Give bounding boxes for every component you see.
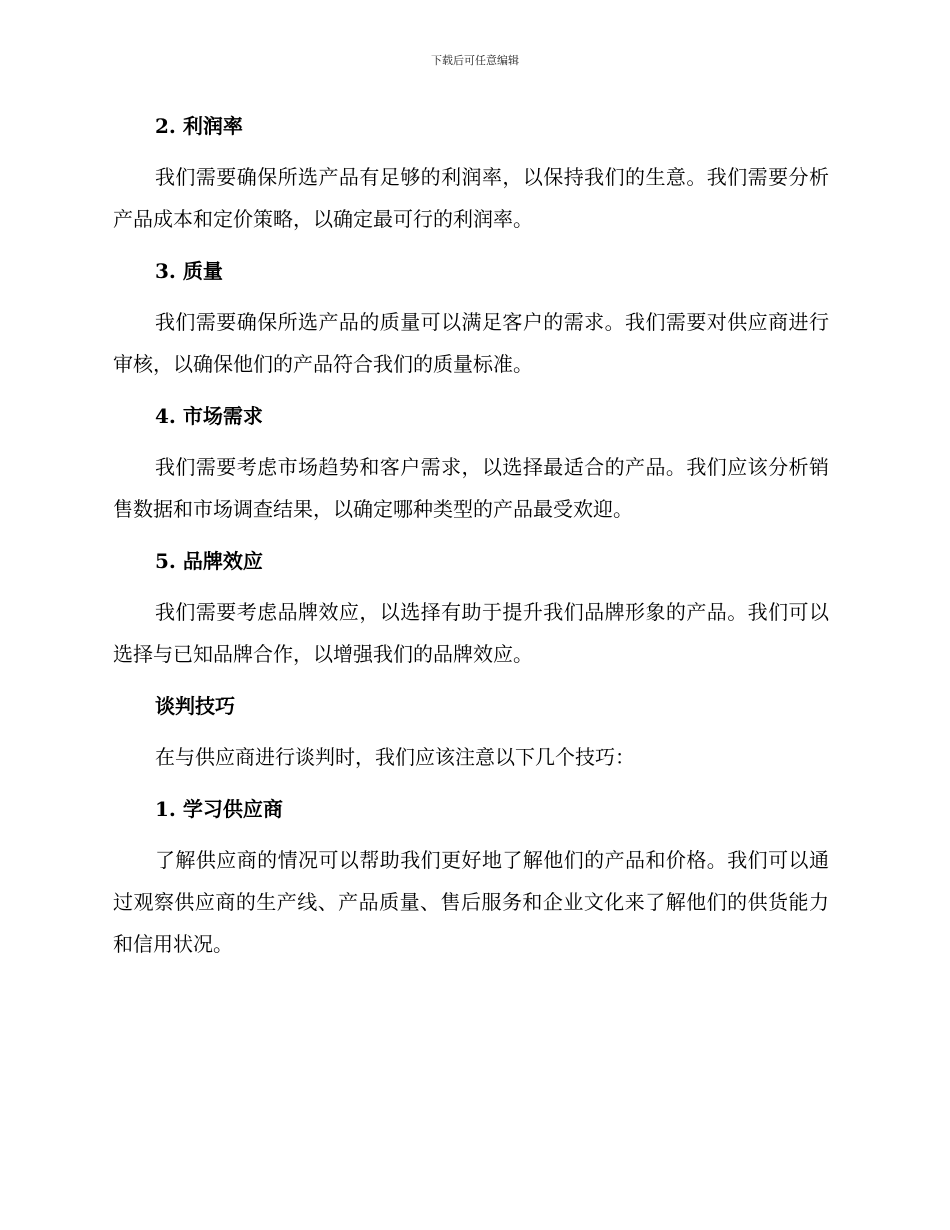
section-paragraph-profit-margin: 我们需要确保所选产品有足够的利润率，以保持我们的生意。我们需要分析产品成本和定价策略，以确定最可行的利润率。	[113, 165, 829, 231]
section-paragraph-quality: 我们需要确保所选产品的质量可以满足客户的需求。我们需要对供应商进行审核，以确保他们的产品符合我们的质量标准。	[113, 310, 829, 376]
section-heading-learn-supplier: 1. 学习供应商	[155, 797, 283, 821]
section-paragraph-negotiation-skills: 在与供应商进行谈判时，我们应该注意以下几个技巧：	[155, 745, 635, 769]
section-paragraph-learn-supplier: 了解供应商的情况可以帮助我们更好地了解他们的产品和价格。我们可以通过观察供应商的生产线、产品质量、售后服务和企业文化来了解他们的供货能力和信用状况。	[113, 848, 829, 956]
section-heading-brand-effect: 5. 品牌效应	[155, 549, 263, 573]
section-paragraph-market-demand: 我们需要考虑市场趋势和客户需求，以选择最适合的产品。我们应该分析销售数据和市场调查结果，以确定哪种类型的产品最受欢迎。	[113, 455, 829, 521]
section-heading-quality: 3. 质量	[155, 259, 223, 283]
section-heading-market-demand: 4. 市场需求	[155, 404, 263, 428]
section-heading-profit-margin: 2. 利润率	[155, 114, 243, 138]
section-paragraph-brand-effect: 我们需要考虑品牌效应，以选择有助于提升我们品牌形象的产品。我们可以选择与已知品牌合作，以增强我们的品牌效应。	[113, 600, 829, 666]
document-body	[113, 106, 829, 965]
section-heading-negotiation-skills: 谈判技巧	[155, 694, 235, 718]
page-header-watermark: 下载后可任意编辑	[431, 54, 519, 67]
